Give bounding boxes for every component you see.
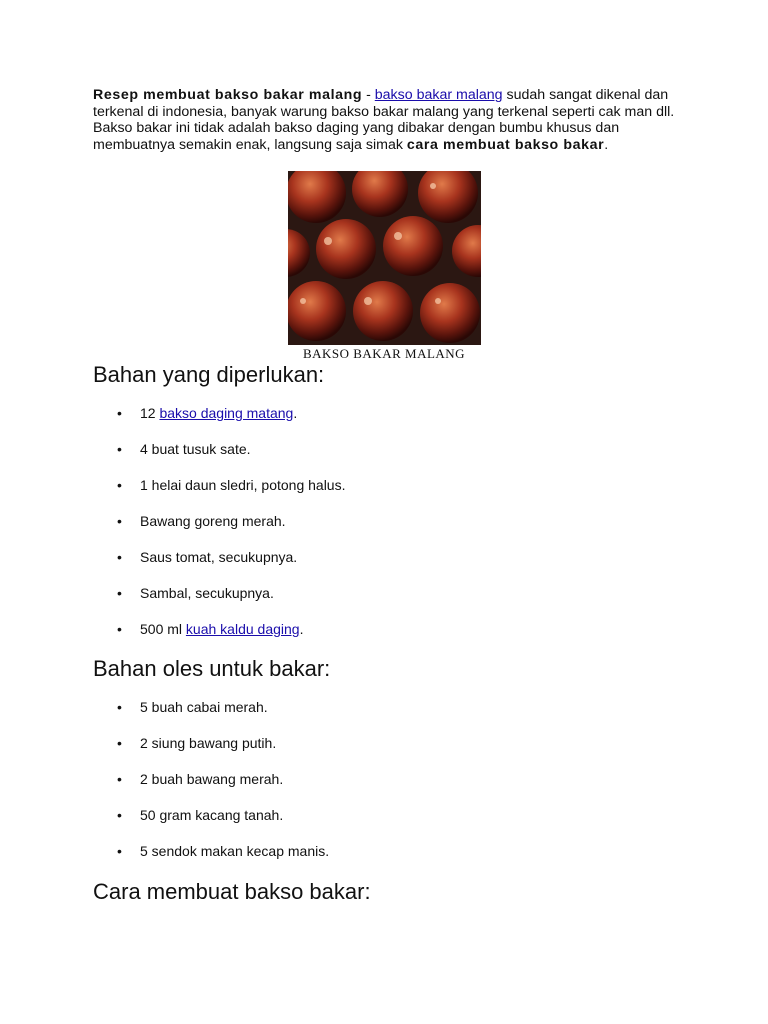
list-item: [93, 771, 653, 807]
intro-bold-title: Resep membuat bakso bakar malang: [93, 87, 363, 103]
bullet-icon: •: [117, 549, 122, 565]
item-text: 12: [140, 405, 160, 421]
list-item: [93, 549, 653, 585]
bullet-icon: •: [117, 735, 122, 751]
bullet-icon: •: [117, 477, 122, 493]
list-item: [93, 621, 653, 657]
bullet-icon: •: [117, 699, 122, 715]
heading-bahan-oles: Bahan oles untuk bakar:: [93, 656, 331, 681]
item-text: Saus tomat, secukupnya.: [140, 549, 298, 565]
link-bakso-bakar-malang[interactable]: bakso bakar malang: [374, 87, 503, 103]
list-item: [93, 441, 653, 477]
list-item: [93, 735, 653, 771]
item-text: 5 buah cabai merah.: [140, 699, 268, 715]
item-text: Bawang goreng merah.: [140, 513, 286, 529]
item-text: 1 helai daun sledri, potong halus.: [140, 477, 346, 493]
bullet-icon: •: [117, 807, 122, 823]
list-item: [93, 807, 653, 843]
list-item: [93, 585, 653, 621]
basting-ingredient-list: [93, 699, 653, 879]
item-text: .: [293, 405, 298, 421]
intro-paragraph: [93, 87, 683, 153]
item-text: 500 ml: [140, 621, 186, 637]
bullet-icon: •: [117, 585, 122, 601]
bullet-icon: •: [117, 771, 122, 787]
bullet-icon: •: [117, 621, 122, 637]
bullet-icon: •: [117, 843, 122, 859]
list-item: [93, 405, 653, 441]
link-kuah-kaldu-daging[interactable]: kuah kaldu daging: [185, 621, 300, 637]
item-text: 2 buah bawang merah.: [140, 771, 284, 787]
list-item: [93, 513, 653, 549]
item-text: Sambal, secukupnya.: [140, 585, 274, 601]
item-text: 5 sendok makan kecap manis.: [140, 843, 330, 859]
list-item: [93, 699, 653, 735]
list-item: [93, 843, 653, 879]
bakso-photo: [288, 171, 481, 345]
list-item: [93, 477, 653, 513]
intro-body-text: sudah sangat dikenal dan terkenal di indonesia, banyak warung bakso bakar malang yang terkenal seperti cak man dll. Bakso bakar ini tidak adalah bakso daging yang dibakar dengan bumbu khusus dan membuatnya semakin enak, langsung saja simak: [93, 87, 675, 153]
heading-bahan: Bahan yang diperlukan:: [93, 362, 325, 387]
item-text: 50 gram kacang tanah.: [140, 807, 284, 823]
item-text: 2 siung bawang putih.: [140, 735, 277, 751]
photo-caption: BAKSO BAKAR MALANG: [302, 346, 466, 361]
bullet-icon: •: [117, 441, 122, 457]
intro-dash: -: [362, 87, 375, 103]
link-bakso-daging-matang[interactable]: bakso daging matang: [159, 405, 294, 421]
intro-bold-end: cara membuat bakso bakar: [406, 136, 605, 153]
intro-period: .: [604, 136, 609, 153]
bullet-icon: •: [117, 405, 122, 421]
item-text: 4 buat tusuk sate.: [140, 441, 251, 457]
item-text: .: [299, 621, 304, 637]
heading-cara-membuat: Cara membuat bakso bakar:: [93, 879, 371, 904]
meatball-image: [288, 171, 481, 345]
ingredient-list: [93, 405, 653, 657]
bullet-icon: •: [117, 513, 122, 529]
